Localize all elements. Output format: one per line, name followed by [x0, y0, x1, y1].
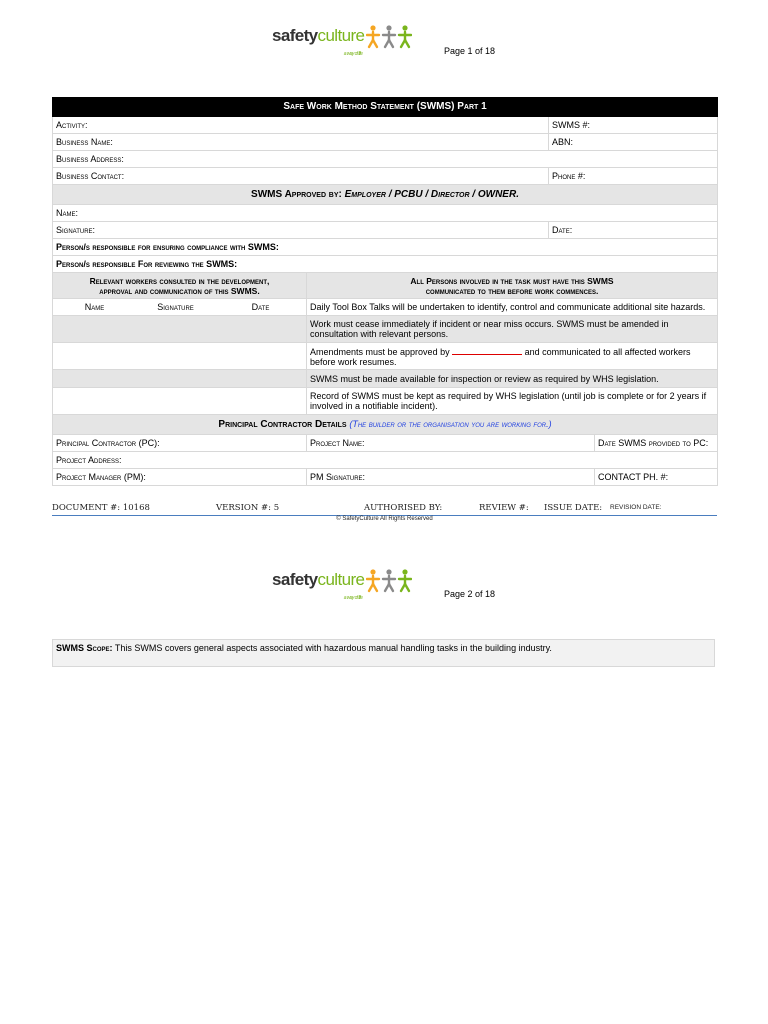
amendments-text-cont: and communicated to all affected workers before work resumes. [310, 346, 691, 367]
document-footer [52, 503, 717, 516]
scope-label: SWMS Scope: [56, 643, 113, 653]
footer-issue-date: ISSUE DATE: [544, 503, 603, 513]
consulted-line-2: approval and communication of this SWMS. [99, 285, 260, 296]
business-address-field[interactable]: Business Address: [53, 151, 718, 168]
statement-cease-work: Work must cease immediately if incident or near miss occurs. SWMS must be amended in consultation with relevant persons. [307, 316, 718, 343]
page-number: Page 1 of 18 [444, 46, 496, 56]
logo-tagline: a way of life [343, 51, 363, 57]
approver-name-field[interactable]: Name: [53, 205, 718, 222]
swms-number-field[interactable]: SWMS #: [549, 117, 718, 134]
logo-word-safety: safety [272, 570, 318, 589]
business-contact-field[interactable]: Business Contact: [53, 168, 549, 185]
approved-by-band [53, 185, 718, 205]
footer-authorised: AUTHORISED BY: [364, 503, 443, 513]
activity-field[interactable]: Activity: [53, 117, 549, 134]
consulted-workers-header [53, 273, 307, 299]
principal-contractor-field[interactable]: Principal Contractor (PC): [53, 435, 307, 452]
worker-row[interactable] [53, 316, 307, 343]
approver-signature-field[interactable]: Signature: [53, 222, 549, 239]
project-address-field[interactable]: Project Address: [53, 452, 718, 469]
project-name-field[interactable]: Project Name: [307, 435, 595, 452]
pc-details-note: (The builder or the organisation you are working for.) [349, 419, 552, 429]
copyright: © SafetyCulture All Rights Reserved [336, 516, 433, 522]
phone-field[interactable]: Phone #: [549, 168, 718, 185]
business-name-field[interactable]: Business Name: [53, 134, 549, 151]
abn-field[interactable]: ABN: [549, 134, 718, 151]
logo-tagline: a way of life [343, 595, 363, 601]
page-number: Page 2 of 18 [444, 589, 496, 599]
safetyculture-logo [272, 570, 412, 601]
footer-review: REVIEW #: [479, 503, 529, 513]
all-persons-line-1: All Persons involved in the task must have this SWMS [410, 275, 614, 286]
statement-amendments [307, 343, 718, 370]
swms-scope-box [52, 639, 715, 667]
logo-word-safety: safety [272, 26, 318, 45]
reviewing-person-field[interactable]: Person/s responsible For reviewing the SWMS: [53, 256, 718, 273]
all-persons-header [307, 273, 718, 299]
compliance-person-field[interactable]: Person/s responsible for ensuring compliance with SWMS: [53, 239, 718, 256]
swms-form-table [52, 97, 718, 486]
footer-revision-date: REVISION DATE: [610, 504, 662, 511]
statement-inspection: SWMS must be made available for inspection or review as required by WHS legislation. [307, 370, 718, 388]
column-signature: Signature [137, 299, 215, 316]
form-title: Safe Work Method Statement (SWMS) Part 1 [53, 98, 718, 117]
statement-toolbox: Daily Tool Box Talks will be undertaken to identify, control and communicate additional site hazards. [307, 299, 718, 316]
people-figures-icon [366, 568, 412, 594]
contact-phone-field[interactable]: CONTACT PH. #: [595, 469, 718, 486]
column-date: Date [215, 299, 307, 316]
scope-text: This SWMS covers general aspects associated with hazardous manual handling tasks in the building industry. [114, 643, 552, 653]
logo-word-culture: culture [317, 26, 365, 45]
footer-document-number: DOCUMENT #: 10168 [52, 503, 150, 513]
project-manager-field[interactable]: Project Manager (PM): [53, 469, 307, 486]
statement-record: Record of SWMS must be kept as required by WHS legislation (until job is complete or for 2 years if involved in a notifiable incident). [307, 388, 718, 415]
worker-row[interactable] [53, 343, 307, 370]
approved-by-roles: Employer / PCBU / Director / OWNER. [344, 188, 519, 200]
worker-row[interactable] [53, 388, 307, 415]
principal-contractor-band [53, 415, 718, 435]
approver-blank-line[interactable] [452, 346, 522, 355]
worker-row[interactable] [53, 370, 307, 388]
people-figures-icon [366, 24, 412, 50]
date-provided-field[interactable]: Date SWMS provided to PC: [595, 435, 718, 452]
logo-word-culture: culture [317, 570, 365, 589]
column-name: Name [53, 299, 137, 316]
all-persons-line-2: communicated to them before work commences. [425, 285, 599, 296]
pm-signature-field[interactable]: PM Signature: [307, 469, 595, 486]
approver-date-field[interactable]: Date: [549, 222, 718, 239]
approved-by-label: SWMS Approved by: [251, 188, 342, 200]
consulted-line-1: Relevant workers consulted in the development, [89, 275, 270, 286]
pc-details-label: Principal Contractor Details [218, 419, 347, 430]
amendments-text: Amendments must be approved by [310, 346, 450, 357]
safetyculture-logo [272, 26, 412, 57]
footer-version: VERSION #: 5 [216, 503, 280, 513]
